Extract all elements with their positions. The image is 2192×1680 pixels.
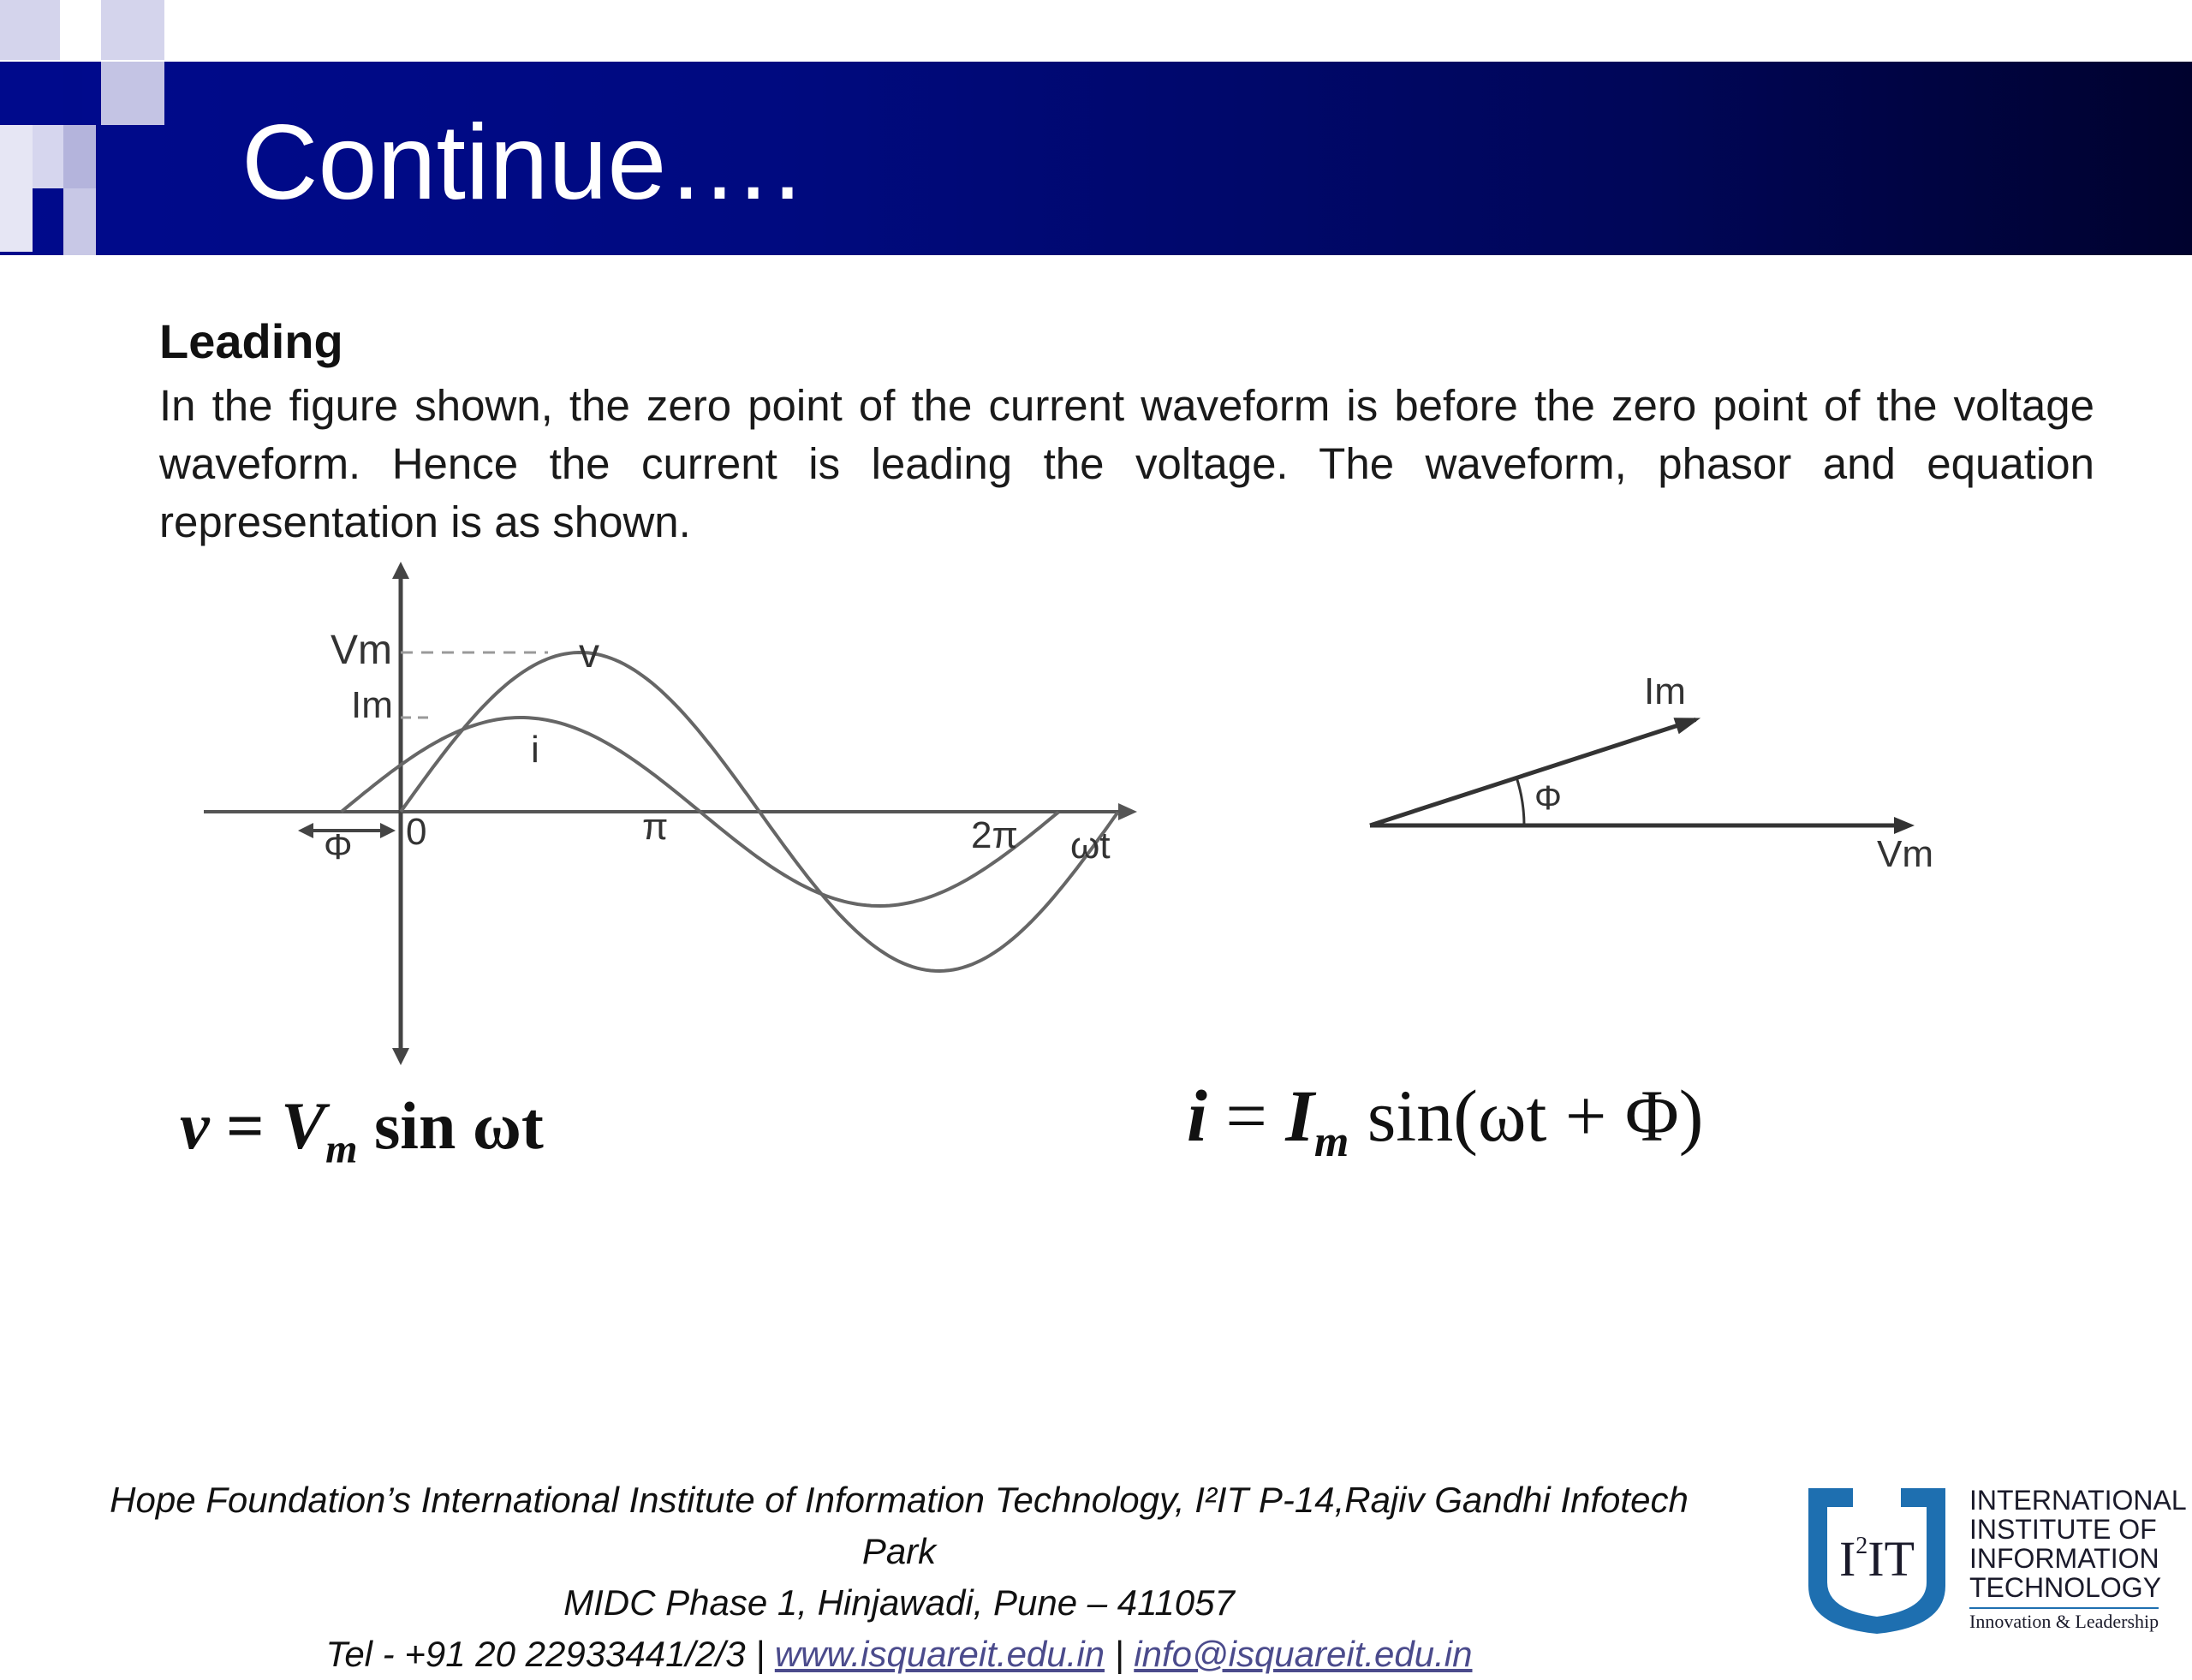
slide-title: Continue…. [241,104,802,222]
phase-arrow-right-head [380,823,396,838]
logo-name-line: INFORMATION [1969,1543,2159,1574]
footer-contact-line [68,1629,1730,1680]
deco-square [0,125,33,252]
deco-square [63,188,96,255]
deco-square [63,125,96,188]
phasor-im-label: Im [1644,670,1686,712]
eq-i-equals: = [1225,1075,1267,1157]
two-pi-label: 2π [971,814,1018,856]
logo-tagline: Innovation & Leadership [1969,1607,2159,1633]
omega-t-label: ωt [1070,825,1111,867]
footer-website-link[interactable]: www.isquareit.edu.in [774,1634,1105,1674]
deco-square [82,62,101,125]
footer-phone: Tel - +91 20 22933441/2/3 | [325,1634,775,1674]
eq-v-amplitude: V [281,1088,326,1163]
eq-v-sub: m [325,1126,358,1172]
v-curve-label: v [579,631,599,676]
pi-label: π [642,806,669,848]
amplitude-axis-arrow-down [392,1048,409,1065]
deco-square [33,62,63,125]
eq-v-lhs: v [180,1088,210,1163]
logo-name-line: TECHNOLOGY [1969,1572,2162,1603]
i-curve-label: i [531,729,539,771]
im-label: Im [351,684,393,726]
deco-square [33,125,63,188]
footer-email-link[interactable]: info@isquareit.edu.in [1134,1634,1473,1674]
footer-separator: | [1105,1634,1135,1674]
logo-name [1969,1486,2187,1602]
phase-arrow-left-head [298,823,313,838]
vm-phasor-arrowhead [1894,817,1915,834]
im-phasor [1370,719,1695,825]
eq-i-sin: sin(ωt + Φ) [1367,1075,1704,1157]
body-paragraph: In the figure shown, the zero point of the current waveform is before the zero point of the voltage waveform. Hence the current is leading the voltage. The waveform, phasor and equation representation is as shown. [159,381,2094,546]
deco-square [101,0,164,60]
phi-label: Φ [324,826,353,867]
eq-i-amplitude: I [1285,1075,1314,1157]
footer-address-line1: Hope Foundation’s International Institute of Information Technology, I²IT P-14,Rajiv Gandhi Infotech Park [110,1480,1689,1571]
logo-name-line: INTERNATIONAL [1969,1485,2187,1516]
deco-square [0,0,60,60]
phasor-phi-label: Φ [1534,779,1562,817]
eq-i-lhs: i [1187,1075,1207,1157]
vm-label: Vm [331,628,392,673]
im-phasor-arrowhead [1674,718,1701,734]
i2it-logo-mark [1802,1481,1952,1635]
zero-label: 0 [406,811,427,853]
logo-name-line: INSTITUTE OF [1969,1514,2157,1545]
amplitude-axis-arrow-up [392,562,409,579]
phase-angle-arc [1516,777,1524,825]
eq-v-equals: = [226,1088,265,1163]
footer [68,1474,1730,1680]
current-equation [1187,1075,1704,1167]
eq-v-sin: sin ωt [373,1088,544,1163]
footer-address-line2: MIDC Phase 1, Hinjawadi, Pune – 411057 [563,1582,1235,1623]
time-axis-arrow [1118,803,1137,820]
logo-mark-text: $I^2IT$ [1838,1531,1915,1587]
phasor-vm-label: Vm [1877,833,1933,875]
section-heading: Leading [159,314,343,368]
eq-i-sub: m [1313,1117,1349,1167]
deco-square [101,62,164,125]
voltage-equation [180,1088,544,1172]
